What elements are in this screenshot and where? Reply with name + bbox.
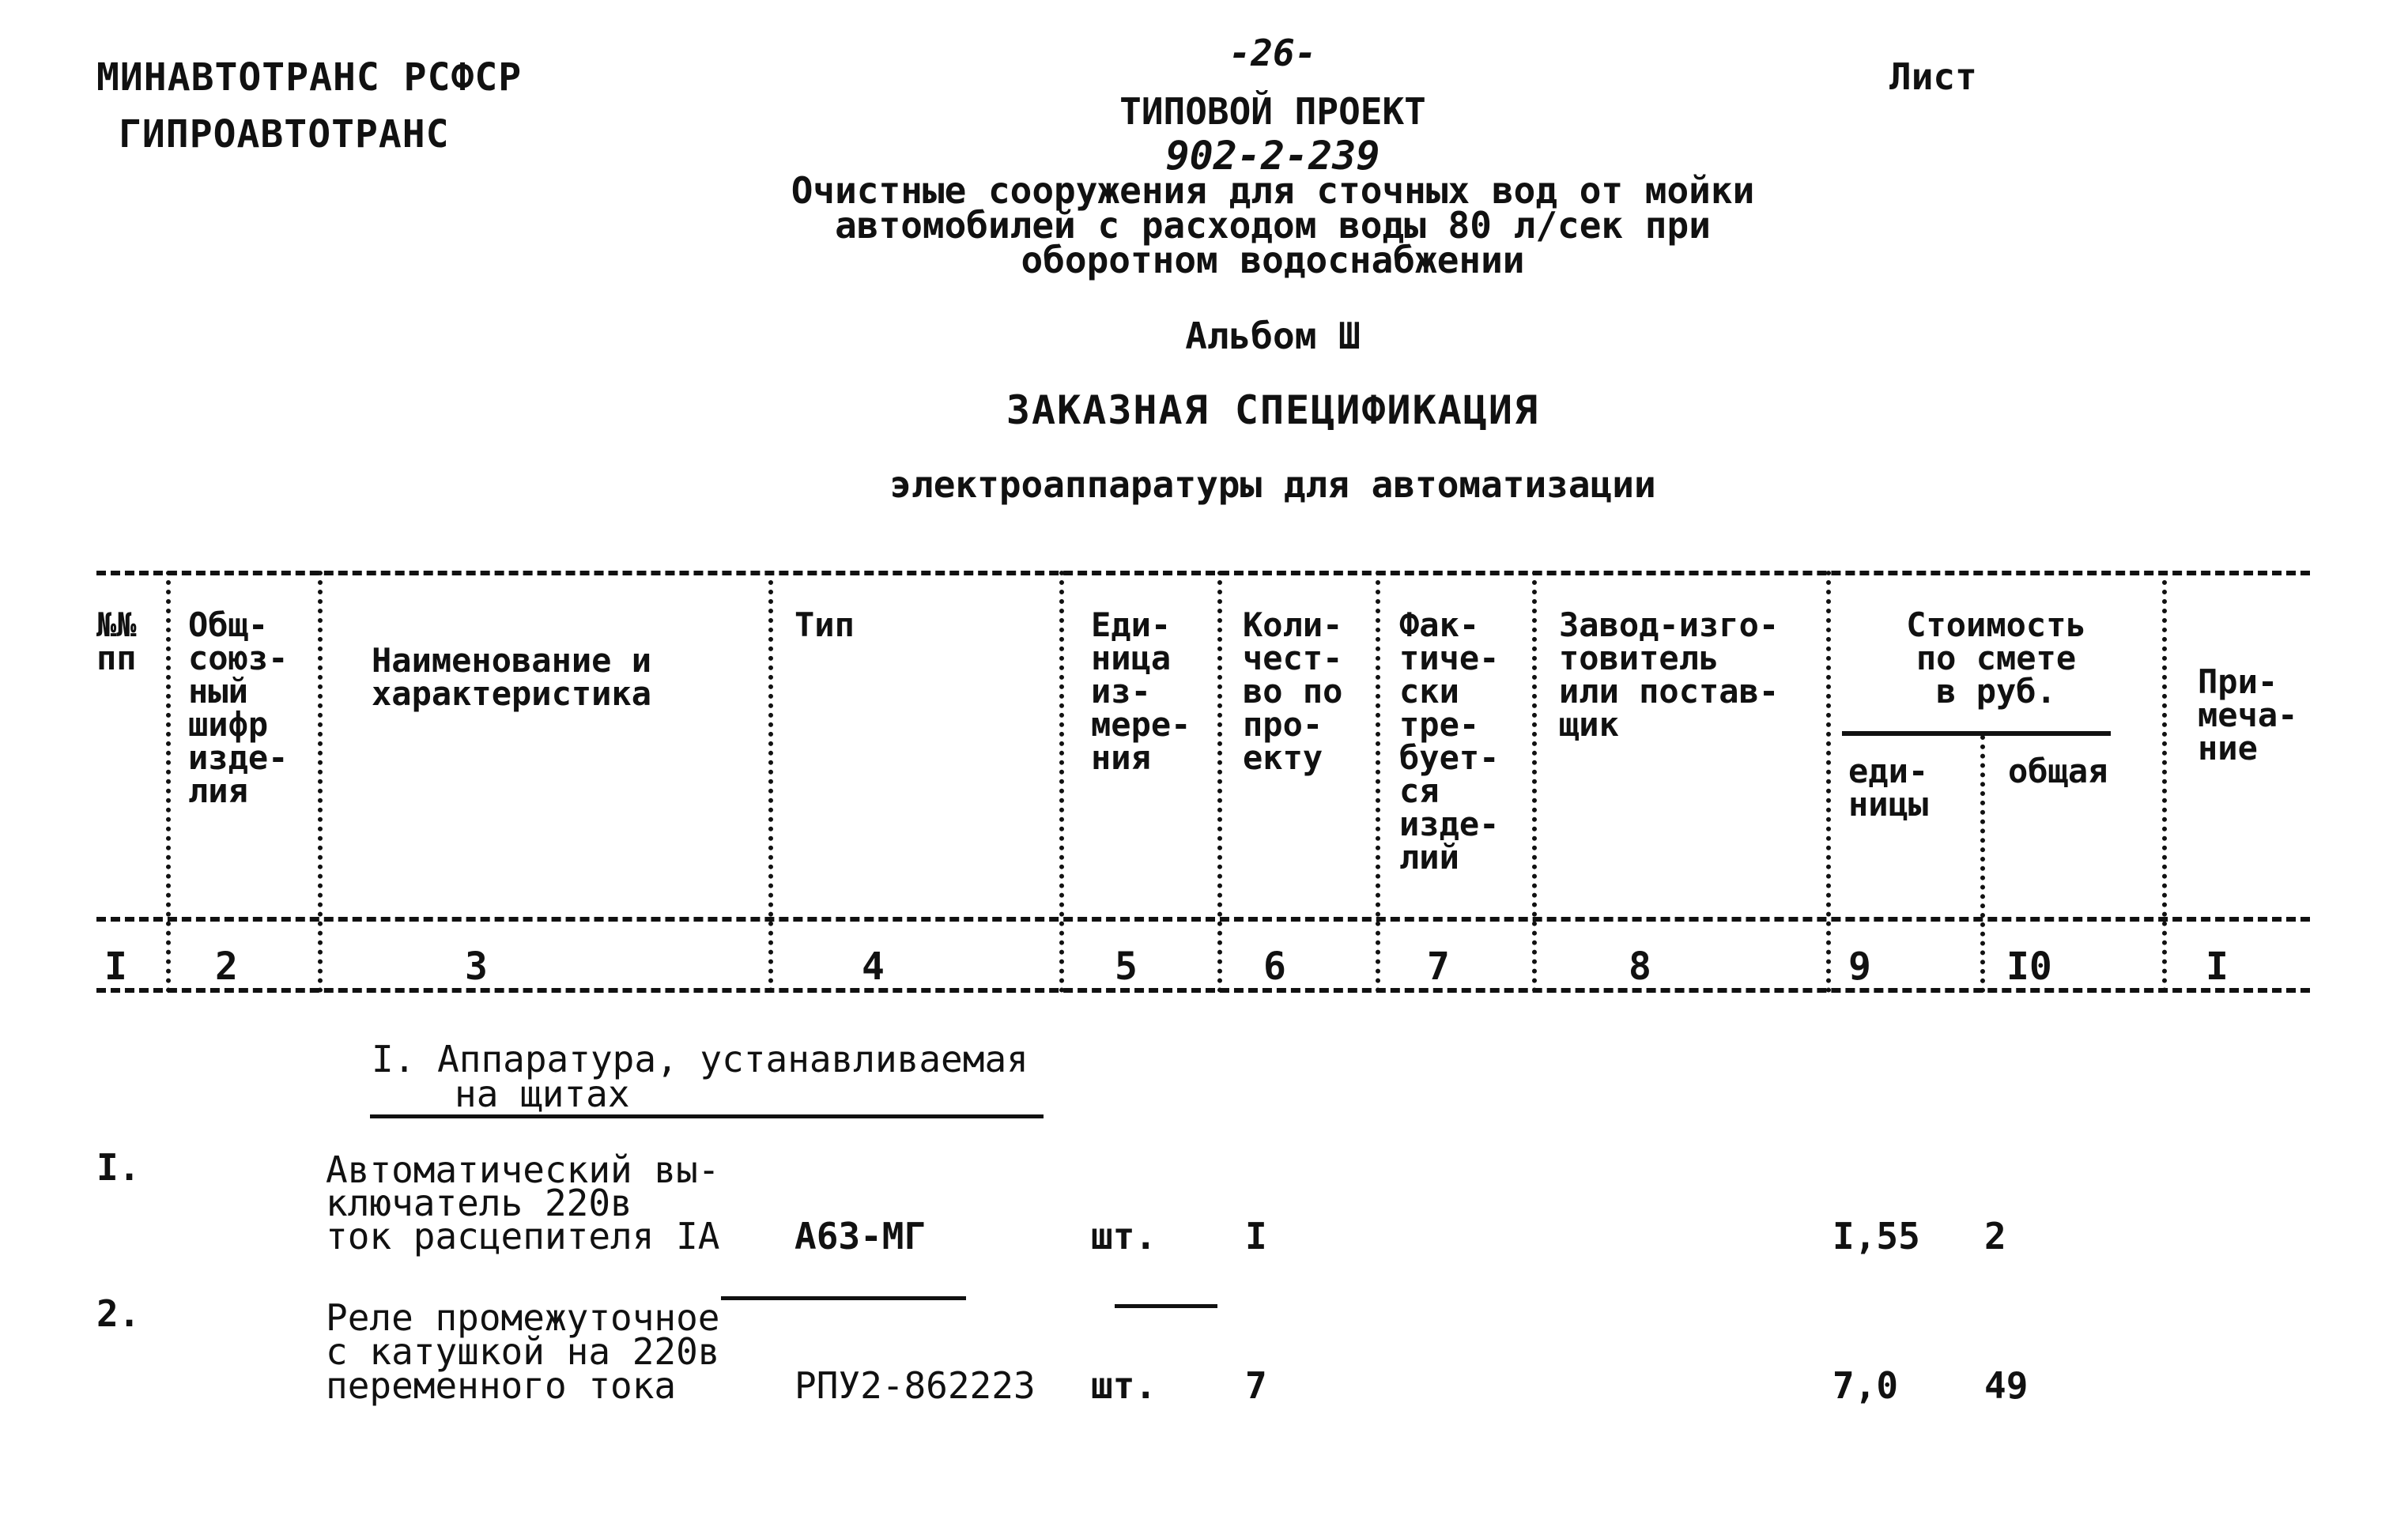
column-number: 8 [1629, 945, 1651, 989]
column-number: 2 [215, 945, 238, 989]
column-divider [1217, 571, 1222, 993]
column-number: 9 [1848, 945, 1871, 989]
section-title-line1: I. Аппаратура, устанавливаемая [372, 1038, 1028, 1080]
project-description-line1: Очистные сооружения для сточных вод от мойки [791, 169, 1755, 212]
row-item-name-line2: ключатель 220в [326, 1182, 632, 1224]
column-divider [2162, 571, 2167, 993]
sheet-label: Лист [1889, 55, 1977, 98]
column-number: I [104, 945, 127, 989]
org-name-institute: ГИПРОАВТОТРАНС [119, 112, 450, 156]
row-unit: шт. [1091, 1364, 1157, 1407]
row-unit: шт. [1091, 1215, 1157, 1258]
page-number: -26- [1229, 32, 1317, 74]
column-header-actual: Фак- тиче- ски тре- бует- ся изде- лий [1399, 605, 1500, 877]
column-number: 5 [1115, 945, 1138, 989]
table-top-border [96, 571, 2310, 575]
strike-mark [1115, 1304, 1217, 1308]
column-divider [1376, 571, 1380, 993]
row-unit-cost: I,55 [1832, 1215, 1920, 1258]
row-quantity: I [1245, 1215, 1267, 1258]
column-divider [768, 571, 773, 993]
column-header-manufacturer: Завод-изго- товитель или постав- щик [1559, 605, 1780, 744]
column-number: 3 [465, 945, 488, 989]
row-total-cost: 2 [1984, 1215, 2006, 1258]
column-number: 7 [1427, 945, 1450, 989]
row-total-cost: 49 [1984, 1364, 2029, 1407]
project-title: ТИПОВОЙ ПРОЕКТ [1119, 90, 1426, 133]
column-divider [166, 571, 171, 993]
column-divider [1059, 571, 1064, 993]
document-subtitle: электроаппаратуры для автоматизации [889, 463, 1656, 506]
cost-group-divider [1842, 731, 2111, 736]
row-type: РПУ2-862223 [794, 1364, 1036, 1407]
column-divider [318, 571, 323, 993]
column-header-cost-group: Стоимость по смете в руб. [1906, 605, 2086, 711]
column-header-type: Тип [794, 605, 855, 644]
document-title: ЗАКАЗНАЯ СПЕЦИФИКАЦИЯ [1006, 387, 1540, 433]
row-item-name-line2: с катушкой на 220в [326, 1330, 720, 1373]
column-header-notes: При- меча- ние [2198, 662, 2298, 767]
row-quantity: 7 [1245, 1364, 1267, 1407]
strike-mark [721, 1296, 966, 1300]
row-item-name-line1: Автоматический вы- [326, 1148, 720, 1191]
row-number: I. [96, 1146, 141, 1189]
project-code: 902-2-239 [1165, 133, 1380, 179]
header-bottom-border [96, 917, 2310, 922]
section-title-line2: на щитах [455, 1073, 630, 1115]
column-number: 4 [862, 945, 885, 989]
column-header-number: №№ пп [96, 605, 137, 677]
project-description-line3: оборотном водоснабжении [1021, 239, 1525, 281]
project-description-line2: автомобилей с расходом воды 80 л/сек при [835, 204, 1711, 247]
org-name-ministry: МИНАВТОТРАНС РСФСР [96, 55, 523, 100]
row-item-name-line1: Реле промежуточное [326, 1296, 720, 1339]
column-number: I0 [2006, 945, 2052, 989]
row-unit-cost: 7,0 [1832, 1364, 1899, 1407]
section-title-underline [370, 1114, 1044, 1118]
column-header-total-cost: общая [2008, 752, 2108, 790]
column-number: 6 [1263, 945, 1286, 989]
column-divider [1980, 735, 1985, 993]
row-type: А63-МГ [794, 1215, 927, 1258]
column-header-name: Наименование и характеристика [372, 641, 652, 713]
column-header-unit-cost: еди- ницы [1848, 752, 1929, 824]
row-number: 2. [96, 1292, 141, 1335]
column-header-unit: Еди- ница из- мере- ния [1091, 605, 1191, 777]
column-number: I [2206, 945, 2229, 989]
album-label: Альбом Ш [1185, 315, 1361, 357]
column-divider [1532, 571, 1537, 993]
column-header-code: Общ- союз- ный шифр изде- лия [188, 605, 289, 810]
column-header-quantity: Коли- чест- во по про- екту [1243, 605, 1343, 777]
column-divider [1826, 571, 1831, 993]
row-item-name-line3: ток расцепителя IА [326, 1215, 720, 1258]
number-row-bottom-border [96, 988, 2310, 993]
row-item-name-line3: переменного тока [326, 1364, 677, 1407]
